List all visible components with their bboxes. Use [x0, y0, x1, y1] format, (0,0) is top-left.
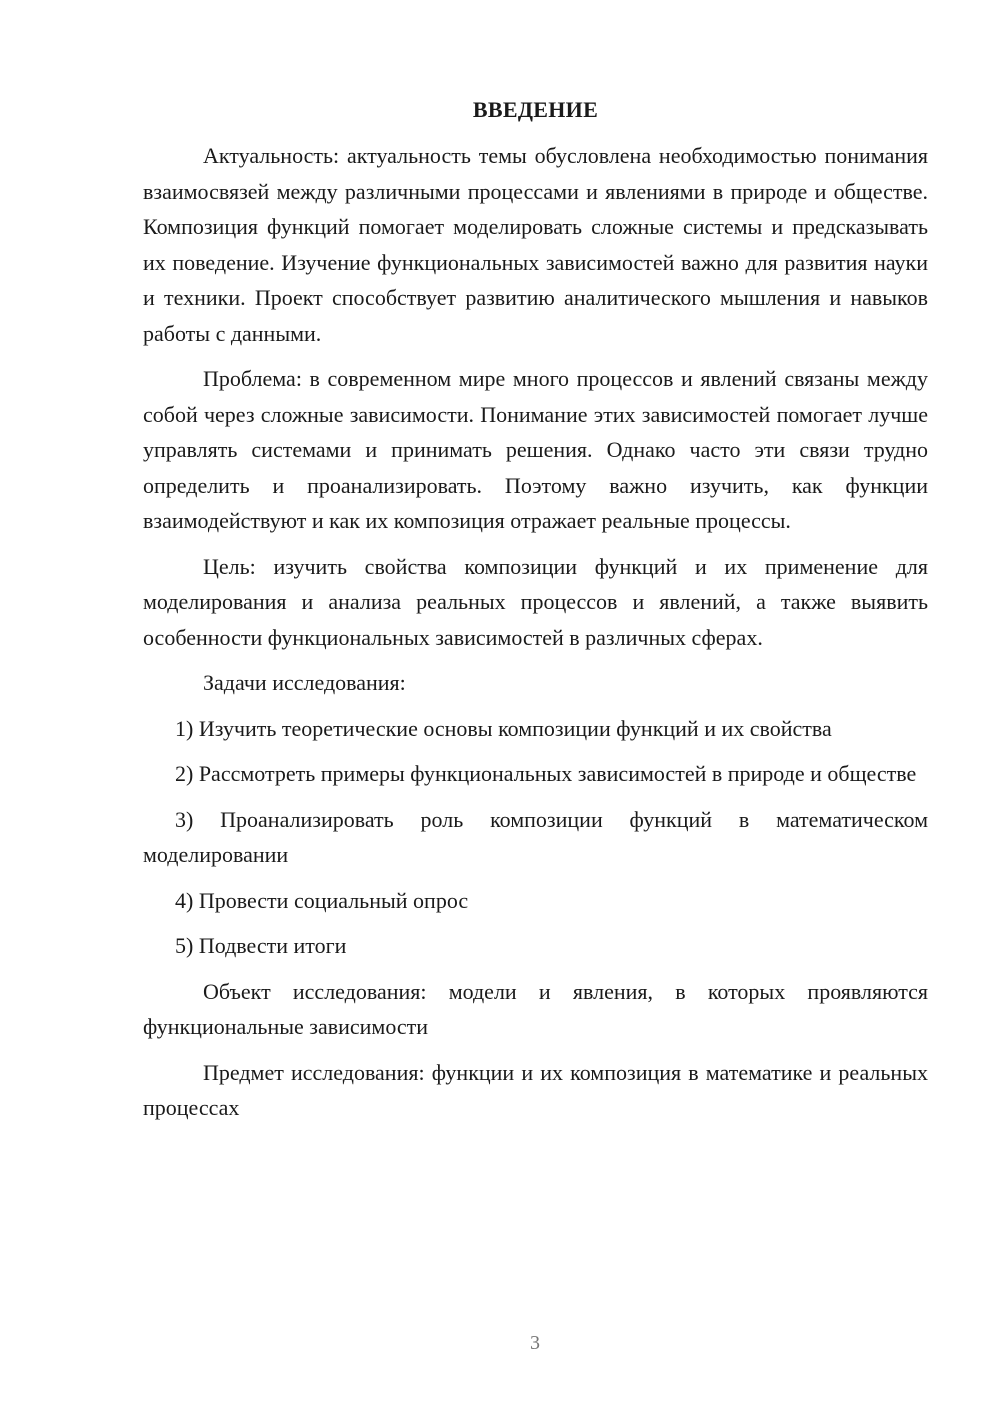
page-number: 3	[530, 1332, 540, 1354]
goal-paragraph: Цель: изучить свойства композиции функций и их применение для моделирования и анализа реальных процессов и явлений, а также выявить особенности функциональных зависимостей в различных сферах.	[143, 553, 928, 650]
task-item-5: 5) Подвести итоги	[175, 933, 347, 958]
task-item-4: 4) Провести социальный опрос	[175, 887, 469, 913]
task-item-3: 3) Проанализировать роль композиции функций в математическом моделировании	[143, 806, 928, 867]
subject-paragraph: Предмет исследования: функции и их композиция в математике и реальных процессах	[143, 1059, 928, 1120]
section-heading: ВВЕДЕНИЕ	[472, 97, 599, 122]
problem-paragraph: Проблема: в современном мире много процессов и явлений связаны между собой через сложные зависимости. Понимание этих зависимостей помогает лучше управлять системами и принимать решения. Однако часто эти связи трудно определить и проанализировать. Поэтому важно изучить, как функции взаимодействуют и как их композиция отражает реальные процессы.	[143, 366, 928, 533]
document-page	[143, 94, 928, 1136]
task-item-1: 1) Изучить теоретические основы композиции функций и их свойства	[175, 715, 832, 741]
object-paragraph: Объект исследования: модели и явления, в которых проявляются функциональные зависимости	[143, 978, 928, 1039]
tasks-title: Задачи исследования:	[203, 670, 406, 695]
relevance-paragraph: Актуальность: актуальность темы обусловлена необходимостью понимания взаимосвязей между различными процессами и явлениями в природе и обществе. Композиция функций помогает моделировать сложные системы и предсказывать их поведение. Изучение функциональных зависимостей важно для развития науки и техники. Проект способствует развитию аналитического мышления и навыков работы с данными.	[143, 143, 928, 346]
task-item-2: 2) Рассмотреть примеры функциональных зависимостей в природе и обществе	[175, 761, 917, 786]
